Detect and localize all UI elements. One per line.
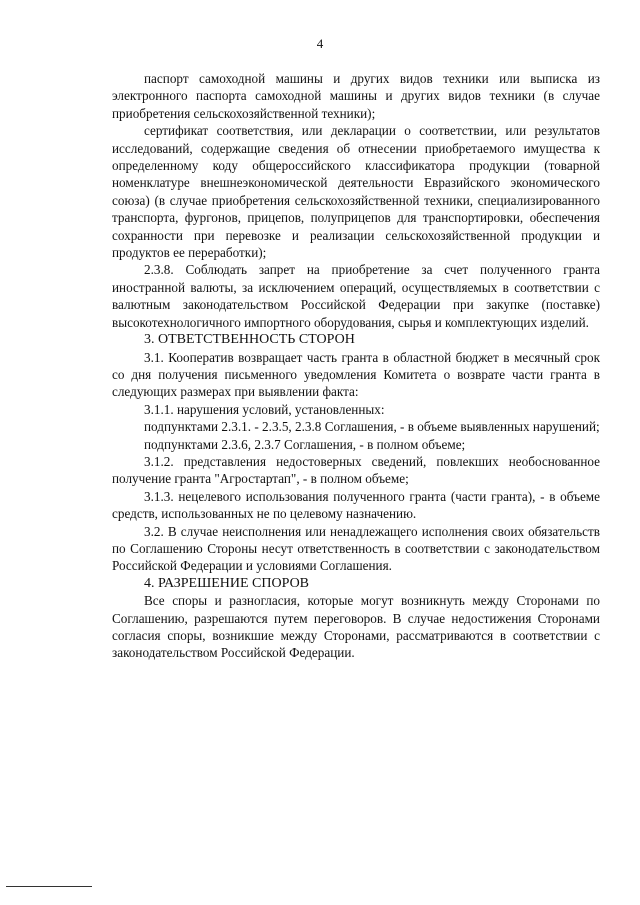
paragraph: сертификат соответствия, или декларации о соответствии, или результатов исследований, содержащие сведения об отнесении приобретаемого имущества к определенному коду общероссийского классификатора продукции (товарной номенклатуре внешнеэкономической деятельности Евразийского экономического союза) (в случае приобретения сельскохозяйственной техники, специализированного транспорта, фургонов, прицепов, полуприцепов для транспортировки, обеспечения сохранности при перевозке и реализации сельскохозяйственной продукции и продуктов ее переработки);	[112, 123, 600, 261]
section-3-heading: 3. ОТВЕТСТВЕННОСТЬ СТОРОН	[144, 332, 355, 348]
document-body	[112, 70, 600, 662]
page-number: 4	[316, 36, 324, 51]
paragraph: 3.1.2. представления недостоверных сведений, повлекших необоснованное получение гранта "Агростартап", - в полном объеме;	[112, 453, 600, 487]
paragraph: подпунктами 2.3.6, 2.3.7 Соглашения, - в полном объеме;	[144, 436, 466, 452]
paragraph: 3.1. Кооператив возвращает часть гранта в областной бюджет в месячный срок со дня получения письменного уведомления Комитета о возврате части гранта в следующих размерах при выявлении факта:	[112, 349, 600, 400]
paragraph: паспорт самоходной машины и других видов техники или выписка из электронного паспорта самоходной машины и других видов техники (в случае приобретения сельскохозяйственной техники);	[112, 71, 600, 121]
paragraph: подпунктами 2.3.1. - 2.3.5, 2.3.8 Соглашения, - в объеме выявленных нарушений;	[144, 419, 600, 435]
footer-rule	[6, 886, 92, 887]
paragraph: 3.2. В случае неисполнения или ненадлежащего исполнения своих обязательств по Соглашению Стороны несут ответственность в соответствии с законодательством Российской Федерации и условиями Соглашения.	[112, 523, 600, 574]
paragraph: 3.1.3. нецелевого использования полученного гранта (части гранта), - в объеме средств, использованных не по целевому назначению.	[112, 488, 600, 522]
paragraph: 3.1.1. нарушения условий, установленных:	[144, 401, 385, 417]
paragraph: Все споры и разногласия, которые могут возникнуть между Сторонами по Соглашению, разрешаются путем переговоров. В случае недостижения Сторонами согласия споры, возникшие между Сторонами, рассматриваются в соответствии с законодательством Российской Федерации.	[112, 593, 600, 661]
paragraph: 2.3.8. Соблюдать запрет на приобретение за счет полученного гранта иностранной валюты, за исключением операций, осуществляемых в соответствии с валютным законодательством Российской Федерации при закупке (поставке) высокотехнологичного импортного оборудования, сырья и комплектующих изделий.	[112, 262, 600, 330]
section-4-heading: 4. РАЗРЕШЕНИЕ СПОРОВ	[144, 575, 310, 591]
